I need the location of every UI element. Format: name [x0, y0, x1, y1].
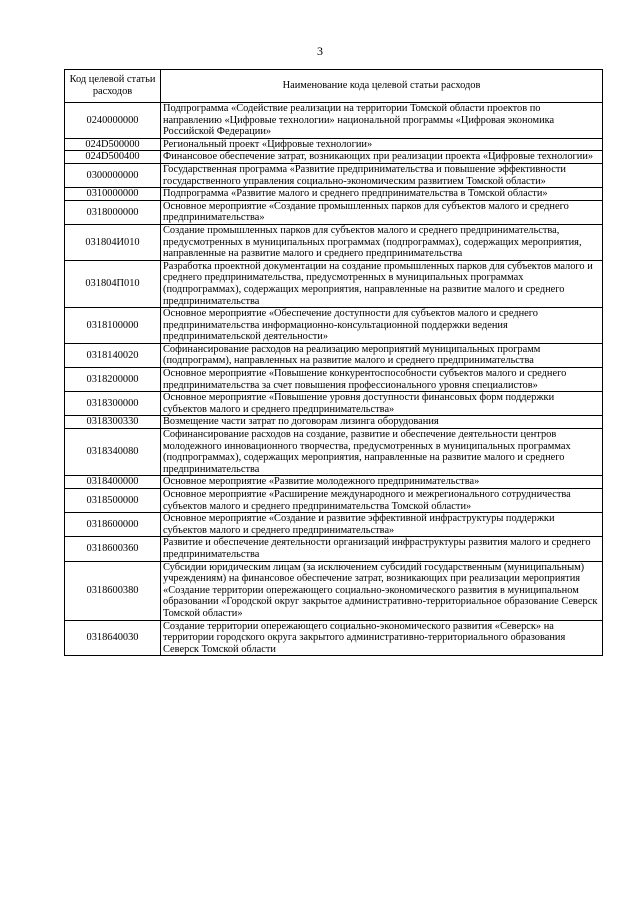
header-name: Наименование кода целевой статьи расходов [161, 70, 603, 103]
page-number: 3 [317, 44, 323, 58]
row-code: 024D500400 [65, 151, 161, 164]
table-row [65, 103, 603, 139]
table-row [65, 224, 603, 260]
row-name: Создание промышленных парков для субъектов малого и среднего предпринимательства, предусмотренных в муниципальных программах (подпрограммах), содержащих мероприятия, направленные на развитие малого и среднего предпринимательства [161, 224, 603, 260]
row-code: 0318600360 [65, 537, 161, 561]
table-row [65, 368, 603, 392]
table-row [65, 513, 603, 537]
row-code: 0318600000 [65, 513, 161, 537]
table-row [65, 537, 603, 561]
row-name: Основное мероприятие «Повышение уровня доступности финансовых форм поддержки субъектов малого и среднего предпринимательства» [161, 392, 603, 416]
row-name: Региональный проект «Цифровые технологии» [161, 138, 603, 151]
row-name: Разработка проектной документации на создание промышленных парков для субъектов малого и среднего предпринимательства, предусмотренных в муниципальных программах (подпрограммах), содержащих мероприятия, направленные на развитие малого и среднего предпринимательства [161, 260, 603, 307]
row-code: 024D500000 [65, 138, 161, 151]
table-row [65, 476, 603, 489]
row-code: 0318100000 [65, 308, 161, 344]
table-row [65, 163, 603, 187]
row-name: Подпрограмма «Развитие малого и среднего предпринимательства в Томской области» [161, 188, 603, 201]
row-name: Основное мероприятие «Расширение международного и межрегионального сотрудничества субъектов малого и среднего предпринимательства Томской области» [161, 489, 603, 513]
table-body [65, 103, 603, 656]
row-name: Субсидии юридическим лицам (за исключением субсидий государственным (муниципальным) учреждениям) на финансовое обеспечение затрат, возникающих при реализации мероприятия «Создание территории опережающего социально-экономического развития в муниципальном образовании «Городской округ закрытое административно-территориальное образование Северск Томской области» [161, 561, 603, 620]
row-name: Софинансирование расходов на создание, развитие и обеспечение деятельности центров молодежного инновационного творчества, предусмотренных в муниципальных программах (подпрограммах), содержащих мероприятия, направленные на развитие малого и среднего предпринимательства [161, 429, 603, 476]
table-row [65, 343, 603, 367]
row-name: Основное мероприятие «Повышение конкурентоспособности субъектов малого и среднего предпринимательства за счет повышения профессионального уровня специалистов» [161, 368, 603, 392]
table-row [65, 561, 603, 620]
table-row [65, 392, 603, 416]
table-row [65, 489, 603, 513]
table-row [65, 308, 603, 344]
row-name: Возмещение части затрат по договорам лизинга оборудования [161, 416, 603, 429]
row-code: 031804П010 [65, 260, 161, 307]
table-row [65, 416, 603, 429]
row-name: Финансовое обеспечение затрат, возникающих при реализации проекта «Цифровые технологии» [161, 151, 603, 164]
row-name: Софинансирование расходов на реализацию мероприятий муниципальных программ (подпрограмм), направленных на развитие малого и среднего предпринимательства [161, 343, 603, 367]
row-name: Развитие и обеспечение деятельности организаций инфраструктуры развития малого и среднего предпринимательства [161, 537, 603, 561]
row-name: Основное мероприятие «Создание промышленных парков для субъектов малого и среднего предпринимательства» [161, 200, 603, 224]
row-code: 0300000000 [65, 163, 161, 187]
row-code: 0318000000 [65, 200, 161, 224]
table-row [65, 429, 603, 476]
row-code: 031804И010 [65, 224, 161, 260]
row-name: Государственная программа «Развитие предпринимательства и повышение эффективности государственного управления социально-экономическим развитием Томской области» [161, 163, 603, 187]
row-code: 0318140020 [65, 343, 161, 367]
table-row [65, 260, 603, 307]
table-row [65, 138, 603, 151]
header-code: Код целевой статьи расходов [65, 70, 161, 103]
table-row [65, 151, 603, 164]
row-name: Основное мероприятие «Обеспечение доступности для субъектов малого и среднего предпринимательства информационно-консультационной поддержки ведения предпринимательской деятельности» [161, 308, 603, 344]
table-header-row [65, 70, 603, 103]
table-row [65, 620, 603, 656]
row-code: 0318400000 [65, 476, 161, 489]
row-code: 0318500000 [65, 489, 161, 513]
row-name: Создание территории опережающего социально-экономического развития «Северск» на территории городского округа закрытого административно-территориального образования Северск Томской области [161, 620, 603, 656]
row-code: 0318340080 [65, 429, 161, 476]
table-row [65, 200, 603, 224]
target-codes-table [64, 69, 603, 656]
row-code: 0240000000 [65, 103, 161, 139]
row-code: 0318640030 [65, 620, 161, 656]
table-row [65, 188, 603, 201]
row-name: Основное мероприятие «Создание и развитие эффективной инфраструктуры поддержки субъектов малого и среднего предпринимательства» [161, 513, 603, 537]
row-code: 0318200000 [65, 368, 161, 392]
row-name: Подпрограмма «Содействие реализации на территории Томской области проектов по направлению «Цифровые технологии» национальной программы «Цифровая экономика Российской Федерации» [161, 103, 603, 139]
row-code: 0318300000 [65, 392, 161, 416]
row-name: Основное мероприятие «Развитие молодежного предпринимательства» [161, 476, 603, 489]
row-code: 0310000000 [65, 188, 161, 201]
row-code: 0318600380 [65, 561, 161, 620]
row-code: 0318300330 [65, 416, 161, 429]
